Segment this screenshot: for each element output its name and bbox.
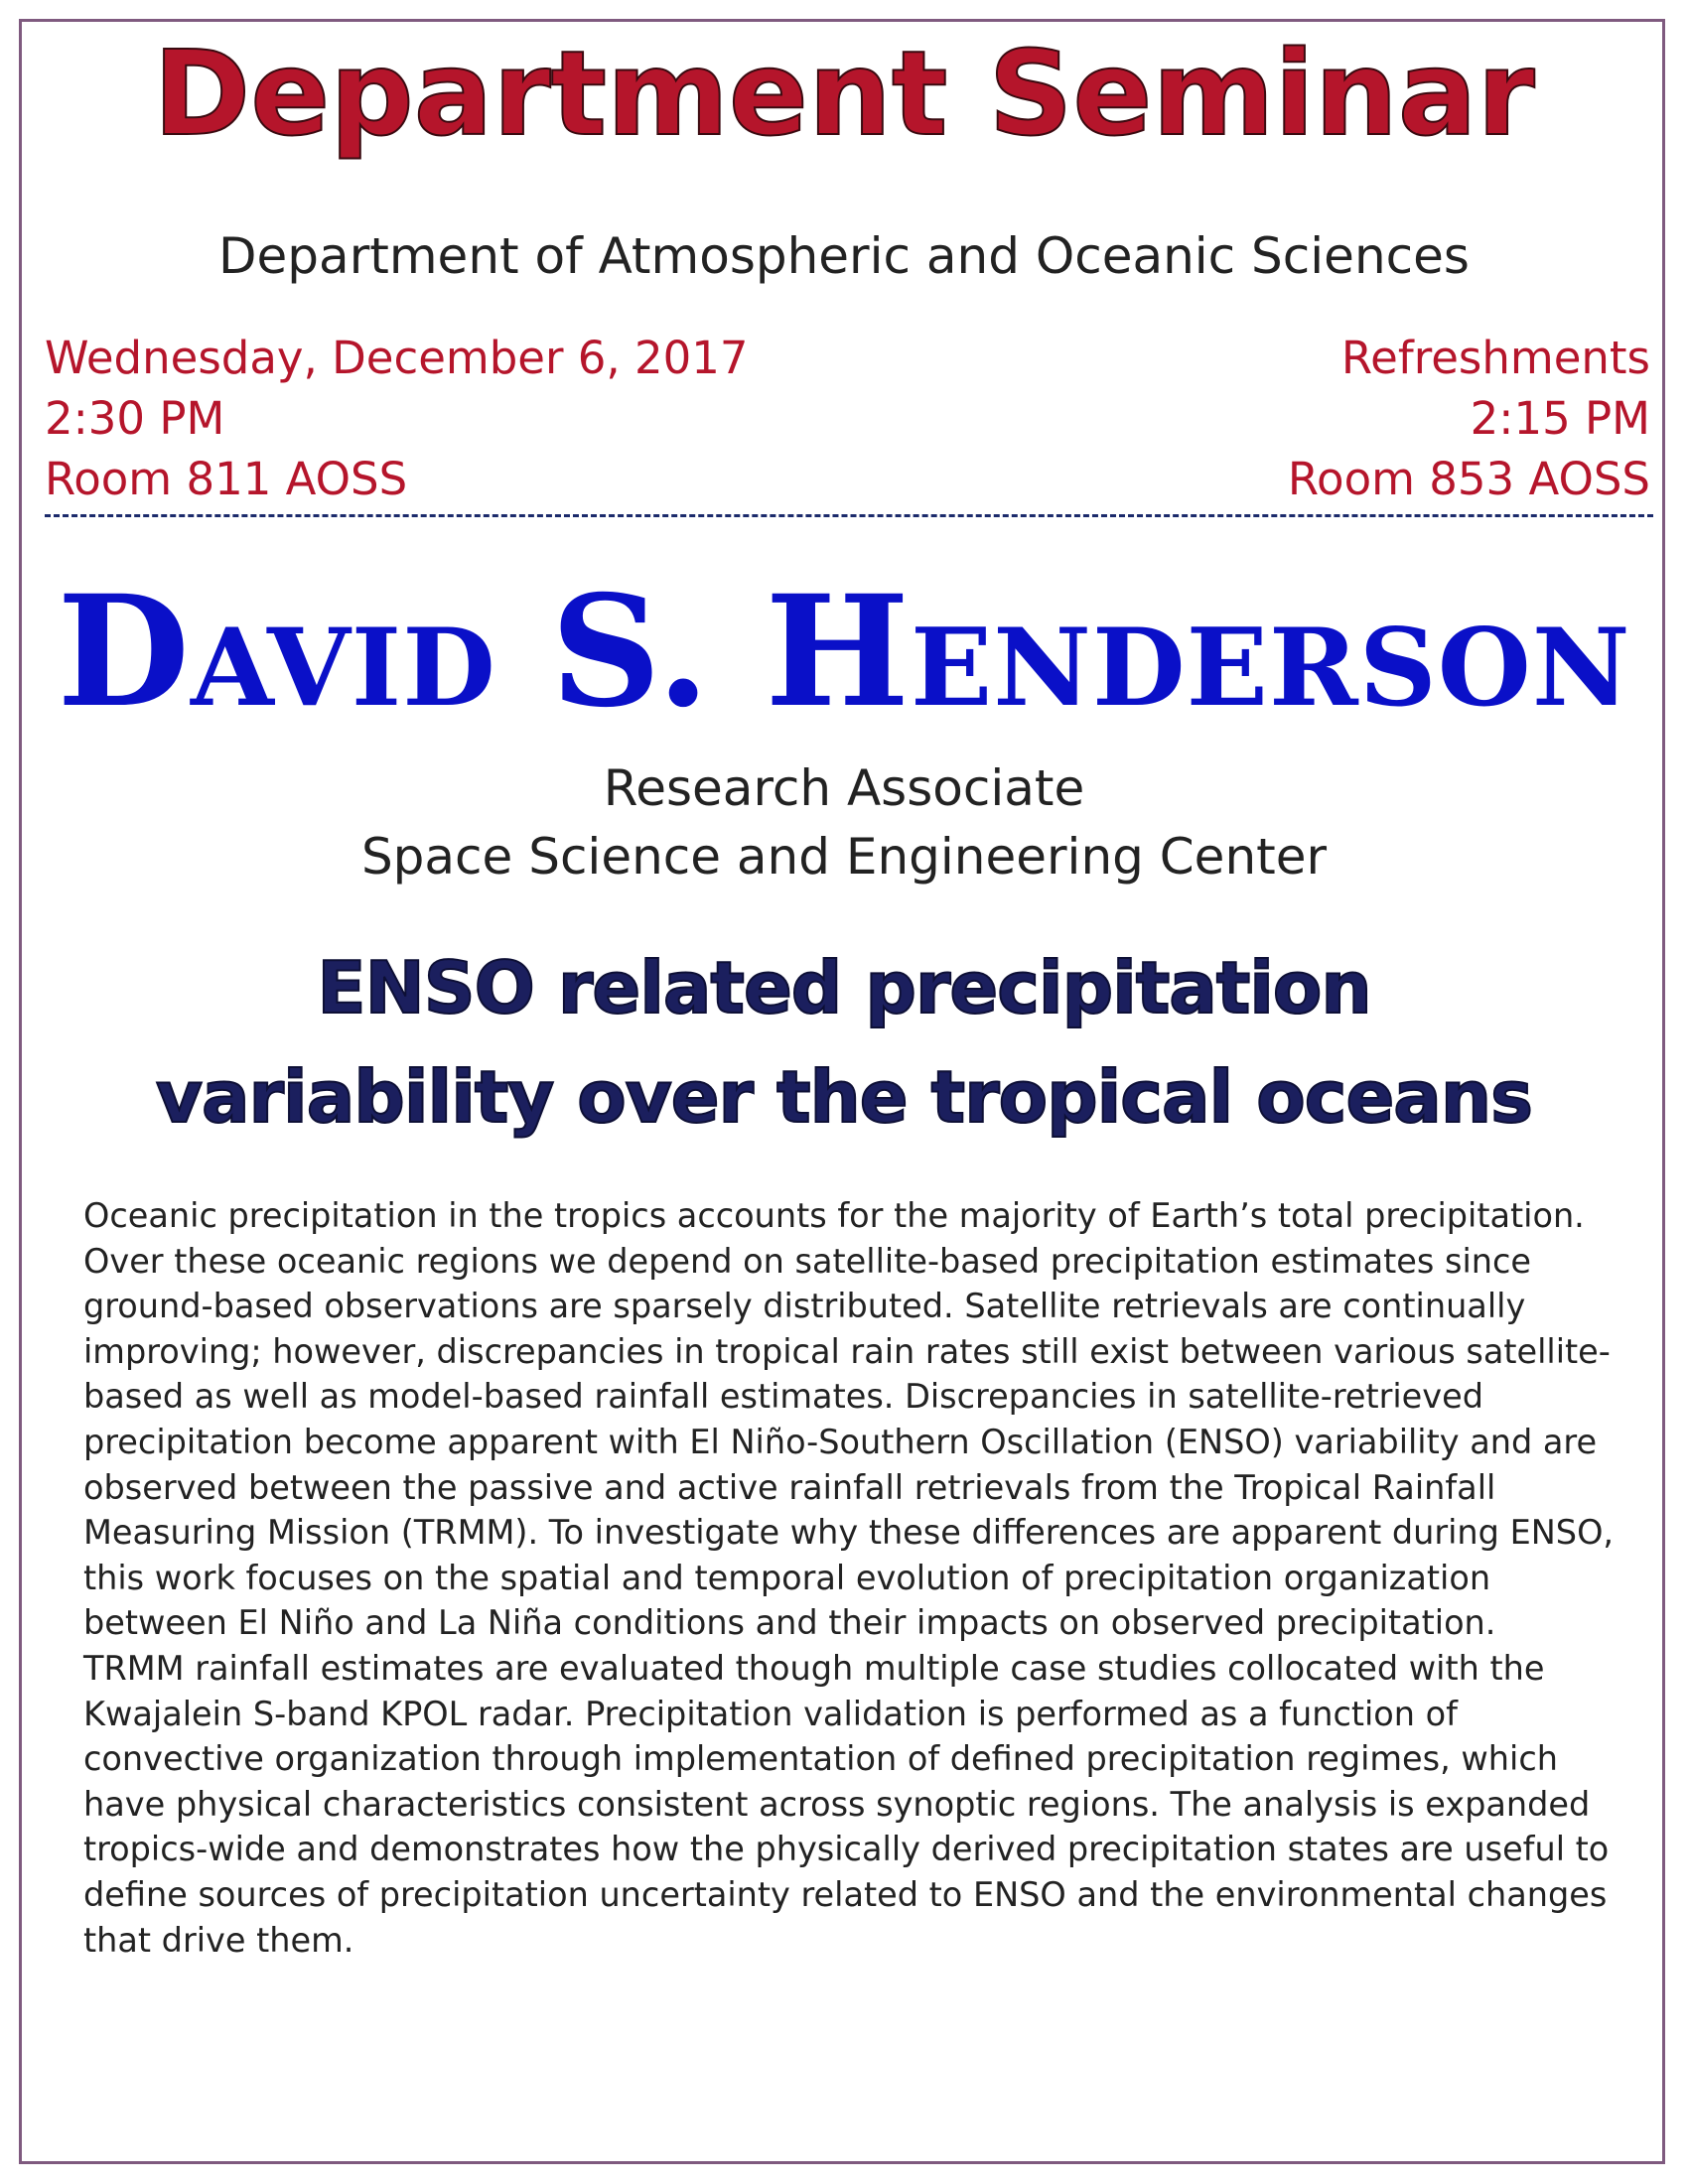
speaker-position: Research Associate [603,759,1085,817]
abstract [83,1193,1632,1963]
event-details [45,328,749,509]
event-time: 2:30 PM [45,392,225,445]
speaker-name: David S. Henderson [57,562,1631,742]
talk-title-line-2: variability over the tropical oceans [156,1055,1532,1139]
seminar-title: Department Seminar [153,25,1535,162]
abstract-paragraph-2: TRMM rainfall estimates are evaluated though multiple case studies collocated with the Kwajalein S-band KPOL radar. Precipitation validation is performed as a function of convective organization through implementation of defined precipitation regimes, which have physical characteristics consistent across synoptic regions. The analysis is expanded tropics-wide and demonstrates how the physically derived precipitation states are useful to define sources of precipitation uncertainty related to ENSO and the environmental changes that drive them. [83,1648,1610,1960]
dashed-divider [45,514,1653,517]
abstract-paragraph-1: Oceanic precipitation in the tropics accounts for the majority of Earth’s total precipitation. Over these oceanic regions we depend on satellite-based precipitation estimates since ground-based observations are sparsely distributed. Satellite retrievals are continually improving; however, discrepancies in tropical rain rates still exist between various satellite-based as well as model-based rainfall estimates. Discrepancies in satellite-retrieved precipitation become apparent with El Niño-Southern Oscillation (ENSO) variability and are observed between the passive and active rainfall retrievals from the Tropical Rainfall Measuring Mission (TRMM). To investigate why these differences are apparent during ENSO, this work focuses on the spatial and temporal evolution of precipitation organization between El Niño and La Niña conditions and their impacts on observed precipitation. [83,1196,1615,1643]
refreshments-details [1288,328,1650,509]
talk-title-line-1: ENSO related precipitation [317,946,1371,1029]
event-date: Wednesday, December 6, 2017 [45,332,749,384]
talk-title [0,933,1688,1152]
event-room: Room 811 AOSS [45,453,408,505]
department-name: Department of Atmospheric and Oceanic Sciences [218,227,1470,285]
speaker-affiliation: Space Science and Engineering Center [360,828,1328,886]
refreshments-room: Room 853 AOSS [1287,453,1650,505]
refreshments-time: 2:15 PM [1470,392,1650,445]
refreshments-label: Refreshments [1340,332,1650,384]
